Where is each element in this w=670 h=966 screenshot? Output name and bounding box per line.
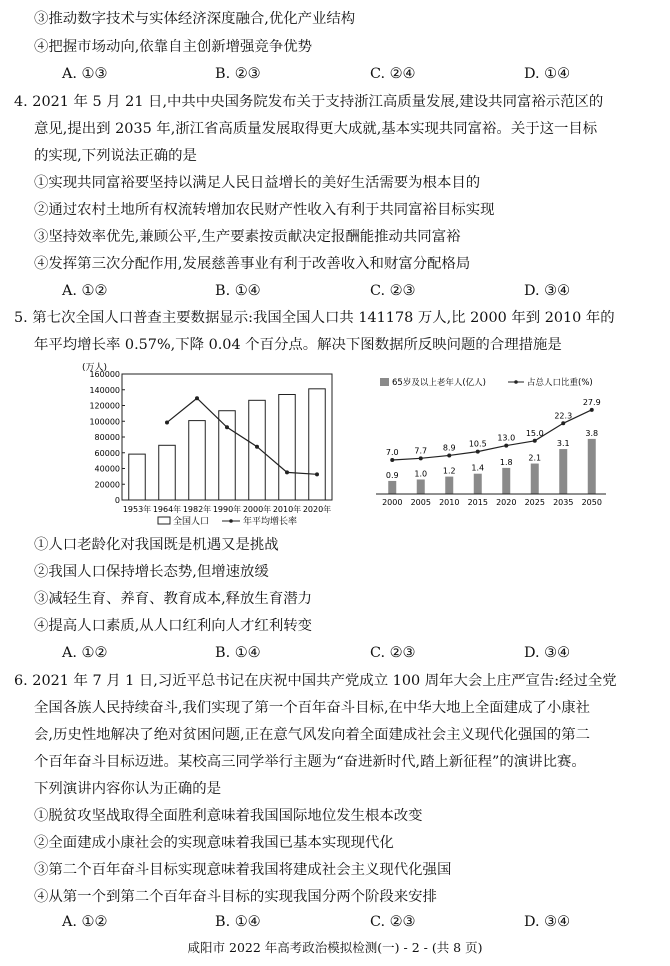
q6-stem-line-4: 个百年奋斗目标迈进。某校高三同学举行主题为“奋进新时代,踏上新征程”的演讲比赛。	[34, 754, 586, 770]
chart2-bar-value-label: 3.1	[556, 439, 570, 449]
chart1-xtick-label: 1964年	[152, 505, 182, 514]
q6-stem-line-1: 6. 2021 年 7 月 1 日,习近平总书记在庆祝中国共产党成立 100 周年大会上庄严宣告:经过全党	[14, 673, 617, 689]
q4-stem-line-2: 意见,提出到 2035 年,浙江省高质量发展取得更大成就,基本实现共同富裕。关于这一目标	[34, 121, 598, 137]
chart1-growth-point	[315, 472, 319, 476]
chart2-line-value-label: 10.5	[468, 439, 487, 449]
chart2-ratio-point	[419, 456, 423, 460]
aging-chart	[372, 372, 610, 512]
q4-item-3: ③坚持效率优先,兼顾公平,生产要素按贡献决定报酬能推动共同富裕	[34, 229, 461, 245]
chart2-bar	[559, 449, 567, 494]
chart1-ytick-label: 160000	[89, 370, 120, 379]
chart2-legend-bar-swatch	[380, 378, 389, 386]
chart2-line-value-label: 8.9	[442, 443, 456, 453]
chart2-bar	[417, 480, 425, 495]
chart1-xtick-label: 2020年	[302, 505, 332, 514]
chart2-bar-value-label: 1.8	[499, 457, 513, 467]
chart2-xtick-label: 2000	[382, 498, 403, 507]
chart1-growth-point	[285, 470, 289, 474]
chart2-ratio-point	[447, 453, 451, 457]
q3-option-c: C. ②④	[370, 66, 416, 82]
chart1-ytick-label: 80000	[94, 433, 120, 442]
chart1-bar	[129, 454, 146, 500]
chart2-line-value-label: 27.9	[582, 397, 601, 407]
chart1-xtick-label: 2000年	[242, 505, 272, 514]
q4-option-a: A. ①②	[62, 283, 108, 299]
chart2-bar	[388, 481, 396, 494]
chart1-bar	[309, 389, 326, 500]
q5-stem-line-1: 5. 第七次全国人口普查主要数据显示:我国全国人口共 141178 万人,比 2000 年到 2010 年的	[14, 310, 615, 326]
q4-item-2: ②通过农村土地所有权流转增加农民财产性收入有利于共同富裕目标实现	[34, 202, 495, 218]
chart1-xtick-label: 1990年	[212, 505, 242, 514]
chart1-legend-bar-swatch	[158, 517, 170, 524]
q3-option-b: B. ②③	[215, 66, 261, 82]
chart2-xtick-label: 2010	[439, 498, 460, 507]
chart1-xtick-label: 2010年	[272, 505, 302, 514]
chart1-growth-point	[225, 425, 229, 429]
chart2-bar	[445, 477, 453, 494]
population-chart	[70, 360, 338, 530]
chart1-ytick-label: 60000	[94, 448, 120, 458]
q5-option-a: A. ①②	[62, 645, 108, 661]
chart1-unit-label: (万人)	[82, 363, 108, 373]
chart2-bar-value-label: 1.2	[442, 466, 456, 476]
chart2-legend-line-label: 占总人口比重(%)	[527, 378, 593, 388]
q4-stem-line-1: 4. 2021 年 5 月 21 日,中共中央国务院发布关于支持浙江高质量发展,建设共同富裕示范区的	[14, 94, 604, 110]
chart2-xtick-label: 2005	[410, 498, 431, 507]
q6-option-c: C. ②③	[370, 914, 416, 930]
q6-option-b: B. ①④	[215, 914, 261, 930]
chart1-growth-point	[165, 420, 169, 424]
q3-option-a: A. ①③	[62, 66, 108, 82]
chart1-ytick-label: 0	[114, 496, 120, 505]
chart1-legend-bar-label: 全国人口	[173, 517, 210, 527]
chart2-bar-value-label: 1.0	[414, 469, 428, 479]
chart2-ratio-point	[390, 458, 394, 462]
q6-stem-line-5: 下列演讲内容你认为正确的是	[34, 781, 222, 797]
q4-option-d: D. ③④	[524, 283, 570, 299]
chart2-bar	[588, 439, 596, 494]
chart1-xtick-label: 1953年	[122, 505, 152, 514]
q6-option-d: D. ③④	[524, 914, 570, 930]
chart1-ytick-label: 140000	[89, 385, 120, 395]
chart2-xtick-label: 2015	[467, 498, 488, 507]
chart2-ratio-point	[590, 408, 594, 412]
chart1-legend-line-label: 年平均增长率	[243, 517, 298, 527]
q4-option-b: B. ①④	[215, 283, 261, 299]
chart1-bar	[279, 394, 296, 500]
q3-item-4: ④把握市场动向,依靠自主创新增强竞争优势	[34, 39, 312, 55]
chart2-bar	[474, 474, 482, 494]
q6-item-4: ④从第一个到第二个百年奋斗目标的实现我国分两个阶段来安排	[34, 889, 437, 905]
chart1-growth-point	[195, 396, 199, 400]
q3-option-d: D. ①④	[524, 66, 570, 82]
chart2-xtick-label: 2050	[581, 498, 602, 507]
q5-item-3: ③减轻生育、养育、教育成本,释放生育潜力	[34, 591, 312, 607]
q6-option-a: A. ①②	[62, 914, 108, 930]
chart2-line-value-label: 7.0	[385, 448, 399, 457]
q4-stem-line-3: 的实现,下列说法正确的是	[34, 148, 197, 164]
chart1-ytick-label: 20000	[94, 480, 120, 490]
q3-item-3: ③推动数字技术与实体经济深度融合,优化产业结构	[34, 11, 356, 27]
chart2-bar-value-label: 1.4	[471, 463, 485, 473]
chart2-bar-value-label: 2.1	[528, 453, 542, 463]
q5-option-d: D. ③④	[524, 645, 570, 661]
q4-item-1: ①实现共同富裕要坚持以满足人民日益增长的美好生活需要为根本目的	[34, 175, 481, 191]
chart1-ytick-label: 40000	[94, 464, 120, 474]
q4-item-4: ④发挥第三次分配作用,发展慈善事业有利于改善收入和财富分配格局	[34, 256, 471, 272]
q6-stem-line-2: 全国各族人民持续奋斗,我们实现了第一个百年奋斗目标,在中华大地上全面建成了小康社	[34, 700, 590, 716]
chart1-ytick-label: 100000	[89, 417, 120, 427]
chart2-legend-line-marker	[514, 380, 518, 384]
chart1-xtick-label: 1982年	[182, 505, 212, 514]
chart2-xtick-label: 2025	[524, 498, 545, 507]
chart1-bar	[219, 411, 236, 500]
chart2-line-value-label: 7.7	[414, 446, 428, 456]
chart2-bar	[502, 468, 510, 494]
q6-item-1: ①脱贫攻坚战取得全面胜利意味着我国国际地位发生根本改变	[34, 808, 423, 824]
chart2-line-value-label: 15.0	[525, 428, 544, 438]
q5-item-1: ①人口老龄化对我国既是机遇又是挑战	[34, 537, 279, 553]
chart1-bar	[159, 445, 176, 500]
q5-stem-line-2: 年平均增长率 0.57%,下降 0.04 个百分点。解决下图数据所反映问题的合理措施是	[34, 337, 562, 353]
chart2-bar-value-label: 0.9	[385, 470, 399, 480]
chart1-ytick-label: 120000	[89, 401, 120, 411]
q5-item-2: ②我国人口保持增长态势,但增速放缓	[34, 564, 269, 580]
chart2-ratio-point	[504, 444, 508, 448]
chart2-ratio-point	[561, 421, 565, 425]
q6-stem-line-3: 会,历史性地解决了绝对贫困问题,正在意气风发向着全面建成社会主义现代化强国的第二	[34, 727, 590, 743]
chart2-bar-value-label: 3.8	[585, 428, 599, 438]
chart2-ratio-point	[533, 439, 537, 443]
q4-option-c: C. ②③	[370, 283, 416, 299]
q5-option-c: C. ②③	[370, 645, 416, 661]
chart2-line-value-label: 13.0	[497, 433, 516, 443]
chart1-growth-point	[255, 445, 259, 449]
q5-option-b: B. ①④	[215, 645, 261, 661]
chart1-bar	[249, 400, 266, 500]
q6-item-2: ②全面建成小康社会的实现意味着我国已基本实现现代化	[34, 835, 394, 851]
page-footer: 咸阳市 2022 年高考政治模拟检测(一) - 2 - (共 8 页)	[187, 940, 483, 955]
q5-item-4: ④提高人口素质,从人口红利向人才红利转变	[34, 618, 312, 634]
chart2-ratio-point	[476, 450, 480, 454]
chart2-xtick-label: 2020	[496, 498, 517, 507]
q6-item-3: ③第二个百年奋斗目标实现意味着我国将建成社会主义现代化强国	[34, 862, 452, 878]
chart2-legend-bar-label: 65岁及以上老年人(亿人)	[392, 378, 486, 388]
chart1-legend-line-marker	[229, 519, 233, 523]
chart2-line-value-label: 22.3	[554, 411, 573, 421]
chart2-bar	[531, 464, 539, 494]
chart1-bar	[189, 421, 206, 500]
chart2-xtick-label: 2035	[553, 498, 574, 507]
